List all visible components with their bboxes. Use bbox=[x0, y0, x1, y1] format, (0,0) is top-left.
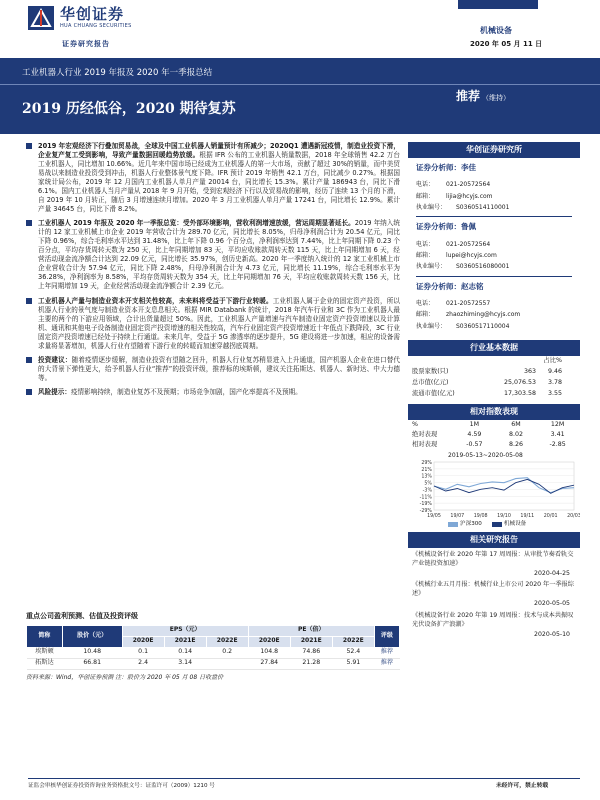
paragraph-body: 工业机器人属于企业的固定资产投资，所以机器人行业的景气度与制造业资本开支息息相关。根据 MIR Databank 的统计，2018 年汽车行业和 3C 作为工业机器人最主要的两个的下游应用领域，合计出货量超过 50%。因此，工业机器人产量增速与汽车制造业固定资产投资增速以及计算机、通讯和其他电子设备制造业固定资产投资增速的相关性较高，汽车行业固定资产投资增速近十年低点下跌降段，3C 行业固定资产投资增速已经处于持续上行通道。未来几年，受益于 5G 渗透率的逐步提升，5G 建设将进一步加速，相应的设备需求量将显著增加，机器人行业有望随着下游行业的转暖而加速穿越拐底周期。 bbox=[38, 296, 401, 350]
chart-canvas bbox=[408, 450, 580, 532]
analyst-name: 证券分析师：鲁佩 bbox=[416, 222, 476, 232]
analyst-name: 证券分析师：李佳 bbox=[416, 163, 476, 172]
report-date: 2020 年 05 月 11 日 bbox=[470, 40, 543, 48]
related-reports-list bbox=[408, 548, 580, 639]
estimate-value: 2.4 bbox=[122, 658, 164, 669]
bullet-square-icon bbox=[26, 389, 32, 395]
paragraph bbox=[26, 219, 400, 291]
brand-name: 华创证券 bbox=[60, 5, 125, 23]
basic-pct: 9.46 bbox=[547, 368, 562, 376]
chart-legend bbox=[448, 521, 526, 529]
estimate-value: 104.8 bbox=[248, 647, 290, 658]
year-header: 2022E bbox=[206, 636, 248, 647]
perf-value: 8.02 bbox=[508, 430, 523, 438]
estimate-value: 0.1 bbox=[122, 647, 164, 658]
footer-copyright: 未经许可，禁止转载 bbox=[496, 783, 549, 789]
analyst-tel-row bbox=[416, 239, 572, 250]
related-report-date: 2020-05-05 bbox=[534, 600, 570, 608]
table-row bbox=[408, 440, 580, 450]
related-report-date: 2020-05-10 bbox=[534, 630, 570, 638]
related-report-title[interactable]: 《机械设备行业 2020 年第 17 周周报：从审批节奏看轨交产业链投资加速》 bbox=[412, 551, 574, 568]
rating-cell: 推荐 bbox=[374, 658, 399, 669]
analyst-email-row bbox=[416, 309, 572, 320]
estimate-value: 74.86 bbox=[290, 647, 332, 658]
industry-label: 机械设备 bbox=[480, 26, 512, 35]
table-row bbox=[27, 647, 400, 658]
estimate-value: 3.14 bbox=[164, 658, 206, 669]
legend-label: 机械设备 bbox=[503, 521, 527, 528]
company-name: 拓斯达 bbox=[27, 658, 63, 669]
rating-cell: 推荐 bbox=[374, 647, 399, 658]
basic-label: 股票家数(只) bbox=[412, 368, 449, 376]
paragraph-lead: 风险提示： bbox=[38, 387, 71, 396]
page-footer bbox=[0, 778, 600, 800]
analyst-cert: S0360514110001 bbox=[456, 203, 510, 211]
table-row bbox=[408, 430, 580, 440]
tel-label: 电话： bbox=[416, 240, 435, 248]
estimate-value: 0.2 bbox=[206, 647, 248, 658]
analyst-email-row bbox=[416, 191, 572, 202]
related-reports-header: 相关研究报告 bbox=[408, 532, 580, 548]
brand-name-english: HUA CHUANG SECURITIES bbox=[60, 23, 132, 29]
perf-col-header: % bbox=[412, 420, 418, 428]
x-tick-label: 19/08 bbox=[473, 514, 488, 520]
relative-performance-chart bbox=[408, 450, 580, 532]
basic-value: 17,303.58 bbox=[503, 390, 536, 398]
analyst-email[interactable]: lupei@hcyjs.com bbox=[446, 251, 497, 259]
perf-label: 绝对表现 bbox=[412, 430, 438, 438]
eps-group-header: EPS（元） bbox=[122, 625, 248, 636]
basic-pct: 3.78 bbox=[547, 379, 562, 387]
year-header: 2020E bbox=[248, 636, 290, 647]
report-type: 证券研究报告 bbox=[62, 40, 110, 48]
basic-value: 25,076.53 bbox=[503, 379, 536, 387]
analyst-email[interactable]: zhaozhiming@hcyjs.com bbox=[446, 311, 521, 319]
basic-col-header: 占比% bbox=[543, 357, 562, 365]
institute-header: 华创证券研究所 bbox=[408, 142, 580, 158]
stock-price: 10.48 bbox=[62, 647, 122, 658]
analyst-cert: S0360517110004 bbox=[456, 322, 510, 330]
perf-value: -0.57 bbox=[466, 440, 483, 448]
cert-label: 执业编号： bbox=[416, 263, 447, 271]
related-report-title[interactable]: 《机械设备行业 2020 年第 19 周周报：技术与成本共振叹光伏设备扩产浪潮》 bbox=[412, 611, 574, 628]
analyst-name: 证券分析师：赵志铭 bbox=[416, 281, 484, 291]
estimates-source: 资料来源：Wind，华创证券预测 注：股价为 2020 年 05 月 08 日收盘价 bbox=[26, 673, 224, 681]
bullet-square-icon bbox=[26, 298, 32, 304]
analyst-cert: S0360516080001 bbox=[456, 263, 510, 271]
table-row bbox=[408, 389, 580, 400]
paragraph-lead: 工业机器人 2019 年报及 2020 年一季报总览：受外部环境影响，营收利润增速放缓，营运周期显著延长。 bbox=[38, 219, 355, 228]
basic-value: 363 bbox=[523, 368, 536, 376]
company-logo bbox=[28, 6, 54, 30]
legend-item bbox=[492, 521, 526, 529]
analyst-tel: 021-20572564 bbox=[446, 181, 491, 189]
perf-label: 相对表现 bbox=[412, 440, 438, 448]
bullet-square-icon bbox=[26, 357, 32, 363]
legend-item bbox=[448, 521, 482, 529]
paragraph bbox=[26, 388, 400, 397]
basic-col-header bbox=[408, 356, 478, 367]
analyst-card bbox=[408, 217, 580, 276]
analyst-tel-row bbox=[416, 179, 572, 190]
y-tick-label: -3% bbox=[422, 488, 432, 494]
x-tick-label: 20/01 bbox=[543, 514, 558, 520]
perf-col-header: 1M bbox=[469, 420, 480, 428]
basic-label: 总市值(亿元) bbox=[412, 379, 449, 387]
col-name-header: 简称 bbox=[27, 625, 63, 647]
y-tick-label: 29% bbox=[421, 461, 432, 467]
analyst-tel: 021-20572564 bbox=[446, 240, 491, 248]
page-header bbox=[0, 0, 600, 56]
paragraph-body: 2019 年纳入统计的 12 家工业机械上市企业 2019 年营收合计为 289.70 亿元，同比增长 8.05%，归母净利润合计为 20.54 亿元，同比下降 0.96%，综合毛利率水平达到 31.48%，比上年下降 0.96 个百分点，净利润率达到 7.44%，比上年同期下降 0.23 个百分点，平均存货周转天数为 250 天，比上年同期增加 83 天，平均应收账款周转天数 115 天，比上年同期增加 6 天，经营活动现金流净额合计达到 22.09 亿元，同比增长 35.97%，创历史新高。2020 年一季度纳入统计的 12 家工业机械上市企业营收合计为 57.94 亿元，同比下降 2.48%，归母净利润合计为 4.73 亿元，同比增长 11.19%，综合毛利率水平为 36.28%，净利润率为 8.58%，平均存货周转天数为 354 天，比上年同期增加 76 天，平均应收账款周转天数 156 天，比上年同期增加 19 天，企业经营活动现金流净额合计 2.39 亿元。 bbox=[38, 219, 400, 291]
perf-col-header: 12M bbox=[550, 420, 565, 428]
estimate-value: 5.91 bbox=[332, 658, 374, 669]
rating-note: （维持） bbox=[482, 94, 511, 102]
email-label: 邮箱： bbox=[416, 192, 435, 200]
bullet-square-icon bbox=[26, 220, 32, 226]
rating bbox=[456, 88, 510, 104]
table-row bbox=[408, 367, 580, 378]
analyst-tel-row bbox=[416, 298, 572, 309]
tel-label: 电话： bbox=[416, 181, 435, 189]
analyst-tel: 021-20572557 bbox=[446, 299, 491, 307]
perf-value: -2.85 bbox=[549, 440, 566, 448]
banner-divider bbox=[0, 84, 600, 85]
estimate-value: 52.4 bbox=[332, 647, 374, 658]
analyst-cert-row bbox=[416, 202, 572, 213]
perf-value: 8.26 bbox=[508, 440, 523, 448]
paragraph-lead: 投资建议： bbox=[38, 355, 72, 364]
paragraph bbox=[26, 142, 400, 214]
rating-value: 推荐 bbox=[456, 89, 481, 103]
estimate-value bbox=[206, 658, 248, 669]
basic-label: 流通市值(亿元) bbox=[412, 390, 455, 398]
legend-swatch bbox=[492, 522, 502, 527]
estimate-value: 27.84 bbox=[248, 658, 290, 669]
basic-pct: 3.55 bbox=[547, 390, 562, 398]
paragraph-lead: 2019 年宏观经济下行叠加贸易战，全球及中国工业机器人销量预计有所减少；2020Q1 遭遇新冠疫情，制造业投资下滑，企业复产复工受到影响，导致产量数据回暖趋势放缓。 bbox=[38, 142, 400, 160]
y-tick-label: 21% bbox=[421, 467, 432, 473]
paragraph-lead: 工业机器人产量与制造业资本开支相关性较高，未来料将受益于下游行业转暖。 bbox=[38, 296, 273, 305]
cert-label: 执业编号： bbox=[416, 203, 447, 211]
analyst-cert-row bbox=[416, 261, 572, 272]
x-tick-label: 19/11 bbox=[520, 514, 535, 520]
bullet-square-icon bbox=[26, 143, 32, 149]
col-price-header: 股价（元） bbox=[62, 625, 122, 647]
legend-label: 沪深300 bbox=[460, 521, 482, 528]
paragraph-body: 根据 IFR 公布的工业机器人销量数据，2018 年全球销售 42.2 万台工业机器人，同比增加 10.66%。近几年来中国市场已经成为工业机器人的第一大市场，贡献了超过 30%的销量，而中美贸易战以来制造业投资受到冲击，机器人行业整体景气度下降。IFR 预计 2019 年销售 42.1 万台，同比减少 0.27%。根据国家统计局公布，2019 年 12 月国内工业机器人单月产量 20014 台，同比增长 15.3%。累计产量 186943 台，同比下滑 6.1%。国内工业机器人当月产量从 2018 年 9 月开始，受到宏观经济下行以及贸易战的影响，经历了连续 13 个月的下滑，自 2019 年 10 月转正，随后 3 月增速连续月增加。2020 年 3 月工业机器人单月产量 17241 台，同比增长 12.9%。累计产量 34645 台，同比下滑 8.2%。 bbox=[38, 151, 401, 214]
perf-value: 3.41 bbox=[550, 430, 565, 438]
chart-title: 2019-05-13~2020-05-08 bbox=[448, 452, 523, 460]
paragraph-body: 疫情影响持续，制造业复苏不及预期；市场竞争加剧，国产化率提高不及预期。 bbox=[70, 387, 302, 396]
estimate-value: 21.28 bbox=[290, 658, 332, 669]
sidebar bbox=[408, 142, 580, 642]
y-tick-label: -29% bbox=[419, 509, 432, 515]
y-tick-label: -11% bbox=[419, 495, 432, 501]
performance-table bbox=[408, 420, 580, 450]
analyst-email[interactable]: lijia@hcyjs.com bbox=[446, 192, 493, 200]
tel-label: 电话： bbox=[416, 299, 435, 307]
footer-divider bbox=[28, 778, 580, 779]
year-header: 2020E bbox=[122, 636, 164, 647]
paragraph bbox=[26, 356, 400, 383]
table-row bbox=[408, 356, 580, 367]
table-row bbox=[408, 378, 580, 389]
y-tick-label: 13% bbox=[421, 474, 432, 480]
estimates-title: 重点公司盈利预测、估值及投资评级 bbox=[26, 612, 138, 620]
x-tick-label: 20/03 bbox=[567, 514, 580, 520]
table-row bbox=[27, 658, 400, 669]
y-tick-label: -19% bbox=[419, 502, 432, 508]
analyst-email-row bbox=[416, 250, 572, 261]
perf-col-header: 6M bbox=[511, 420, 521, 428]
basic-data-header: 行业基本数据 bbox=[408, 340, 580, 356]
title-banner bbox=[0, 58, 600, 134]
related-report-title[interactable]: 《机械行业五月月报：机械行业上市公司 2020 年一季报综述》 bbox=[412, 581, 574, 598]
x-tick-label: 19/07 bbox=[450, 514, 465, 520]
year-header: 2021E bbox=[290, 636, 332, 647]
email-label: 邮箱： bbox=[416, 251, 435, 259]
cert-label: 执业编号： bbox=[416, 322, 447, 330]
analyst-card bbox=[408, 277, 580, 332]
paragraph bbox=[26, 297, 400, 351]
paragraph-body: 随着疫情逐步缓解，制造业投资有望随之回升，机器人行业复苏稍显进入上升通道，国产机器人企业在进口替代的大背景下弹性更大，给予机器人行业“推荐”的投资评级，推荐标的埃斯顿，建议关注拓斯达、机器人、新时达、中大力德等。 bbox=[38, 355, 401, 382]
year-header: 2022E bbox=[332, 636, 374, 647]
legend-swatch bbox=[448, 522, 458, 527]
perf-value: 4.59 bbox=[467, 430, 482, 438]
report-body bbox=[26, 142, 400, 402]
y-tick-label: 5% bbox=[424, 481, 432, 487]
company-name: 埃斯顿 bbox=[27, 647, 63, 658]
email-label: 邮箱： bbox=[416, 311, 435, 319]
x-tick-label: 19/05 bbox=[427, 514, 441, 520]
basic-data-table bbox=[408, 356, 580, 400]
col-rating-header: 评级 bbox=[374, 625, 399, 647]
estimates-section bbox=[26, 612, 400, 682]
report-subtitle: 工业机器人行业 2019 年报及 2020 年一季报总结 bbox=[22, 68, 213, 78]
x-tick-label: 19/10 bbox=[497, 514, 511, 520]
plot-frame bbox=[434, 462, 574, 510]
performance-header: 相对指数表现 bbox=[408, 404, 580, 420]
analyst-card bbox=[408, 158, 580, 217]
table-row bbox=[408, 420, 580, 430]
basic-col-header bbox=[478, 356, 536, 367]
analyst-cert-row bbox=[416, 321, 572, 332]
pe-group-header: PE（倍） bbox=[248, 625, 374, 636]
stock-price: 66.81 bbox=[62, 658, 122, 669]
footer-license: 证监会审核华创证券投资咨询业务资格批文号：证监许可（2009）1210 号 bbox=[28, 783, 215, 789]
year-header: 2021E bbox=[164, 636, 206, 647]
report-title: 2019 历经低谷，2020 期待复苏 bbox=[22, 101, 236, 117]
estimates-table bbox=[26, 625, 400, 670]
estimate-value: 0.14 bbox=[164, 647, 206, 658]
related-report-date: 2020-04-25 bbox=[534, 570, 570, 578]
header-accent-bar bbox=[458, 0, 538, 9]
